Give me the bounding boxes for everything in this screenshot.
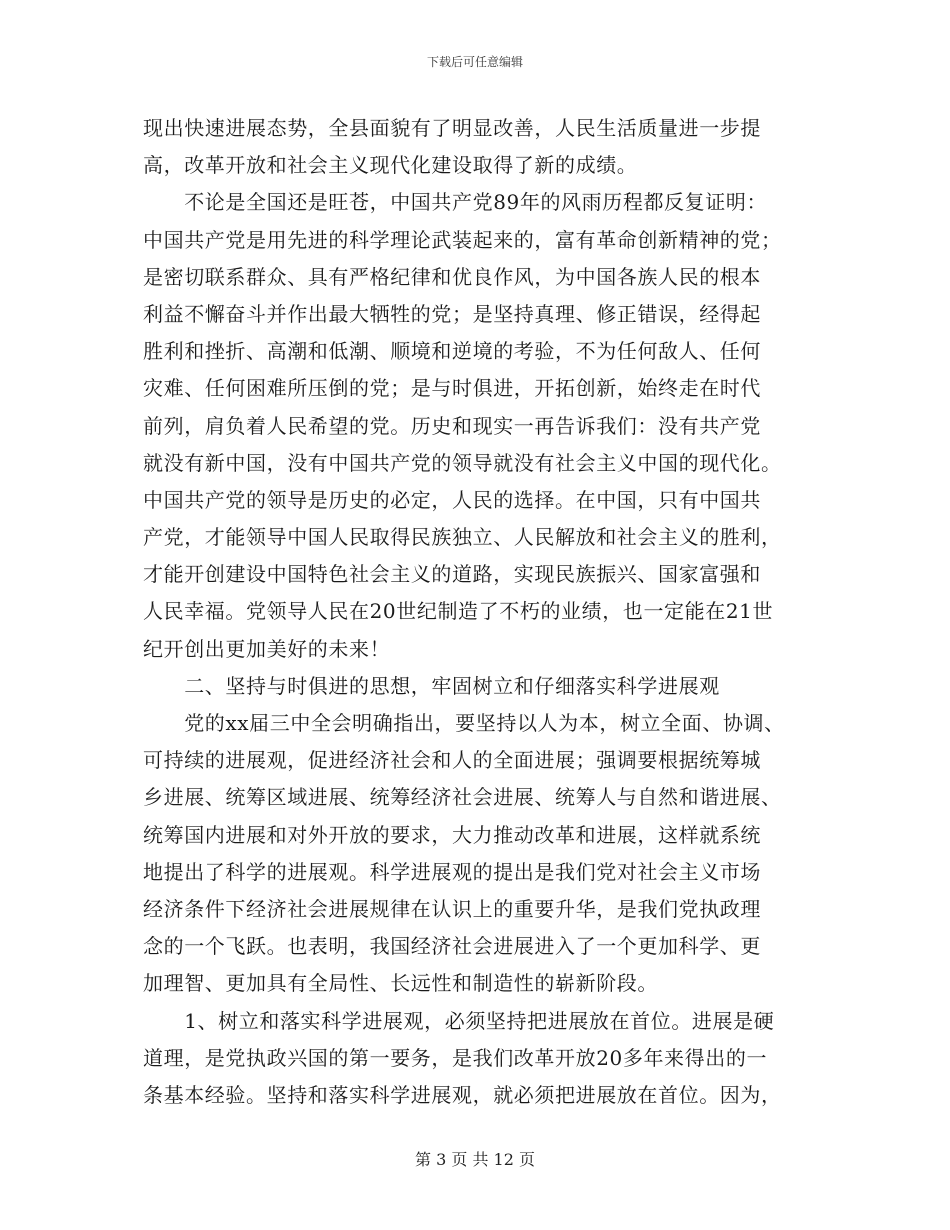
text-line: 灾难、任何困难所压倒的党；是与时俱进，开拓创新，始终走在时代 bbox=[143, 376, 761, 401]
text-line: 纪开创出更加美好的未来！ bbox=[143, 636, 391, 661]
text-line: 才能开创建设中国特色社会主义的道路，实现民族振兴、国家富强和 bbox=[143, 562, 761, 587]
section-heading: 二、坚持与时俱进的思想，牢固树立和仔细落实科学进展观 bbox=[143, 673, 720, 698]
text-line: 地提出了科学的进展观。科学进展观的提出是我们党对社会主义市场 bbox=[143, 859, 761, 884]
text-line: 中国共产党是用先进的科学理论武装起来的，富有革命创新精神的党； bbox=[143, 227, 782, 252]
body-text bbox=[143, 110, 815, 1114]
page-header: 下载后可任意编辑 bbox=[426, 55, 523, 69]
text-line: 现出快速进展态势，全县面貌有了明显改善，人民生活质量进一步提 bbox=[143, 116, 761, 140]
text-line: 条基本经验。坚持和落实科学进展观，就必须把进展放在首位。因为， bbox=[143, 1082, 782, 1107]
text-line: 可持续的进展观，促进经济社会和人的全面进展；强调要根据统筹城 bbox=[143, 748, 761, 773]
text-line: 高，改革开放和社会主义现代化建设取得了新的成绩。 bbox=[143, 153, 638, 178]
text-line: 中国共产党的领导是历史的必定，人民的选择。在中国，只有中国共 bbox=[143, 487, 761, 512]
text-line: 道理，是党执政兴国的第一要务，是我们改革开放20多年来得出的一 bbox=[143, 1045, 768, 1070]
text-line: 就没有新中国，没有中国共产党的领导就没有社会主义中国的现代化。 bbox=[143, 450, 782, 475]
text-line: 是密切联系群众、具有严格纪律和优良作风，为中国各族人民的根本 bbox=[143, 264, 761, 289]
text-line: 经济条件下经济社会进展规律在认识上的重要升华，是我们党执政理 bbox=[143, 896, 761, 921]
text-line: 加理智、更加具有全局性、长远性和制造性的崭新阶段。 bbox=[143, 971, 658, 996]
text-line: 统筹国内进展和对外开放的要求，大力推动改革和进展，这样就系统 bbox=[143, 822, 761, 847]
text-line: 乡进展、统筹区域进展、统筹经济社会进展、统筹人与自然和谐进展、 bbox=[143, 785, 782, 810]
text-line: 人民幸福。党领导人民在20世纪制造了不朽的业绩，也一定能在21世 bbox=[143, 599, 774, 624]
text-line: 利益不懈奋斗并作出最大牺牲的党；是坚持真理、修正错误，经得起 bbox=[143, 301, 761, 326]
text-line: 党的xx届三中全会明确指出，要坚持以人为本，树立全面、协调、 bbox=[143, 711, 785, 735]
text-line: 胜利和挫折、高潮和低潮、顺境和逆境的考验，不为任何敌人、任何 bbox=[143, 339, 761, 364]
text-line: 念的一个飞跃。也表明，我国经济社会进展进入了一个更加科学、更 bbox=[143, 934, 761, 959]
text-line: 不论是全国还是旺苍，中国共产党89年的风雨历程都反复证明： bbox=[143, 190, 768, 215]
text-line: 前列，肩负着人民希望的党。历史和现实一再告诉我们：没有共产党 bbox=[143, 413, 761, 438]
text-line: 产党，才能领导中国人民取得民族独立、人民解放和社会主义的胜利， bbox=[143, 525, 782, 550]
page-number: 第 3 页 共 12 页 bbox=[415, 1150, 535, 1169]
text-line: 1、树立和落实科学进展观，必须坚持把进展放在首位。进展是硬 bbox=[143, 1008, 775, 1033]
